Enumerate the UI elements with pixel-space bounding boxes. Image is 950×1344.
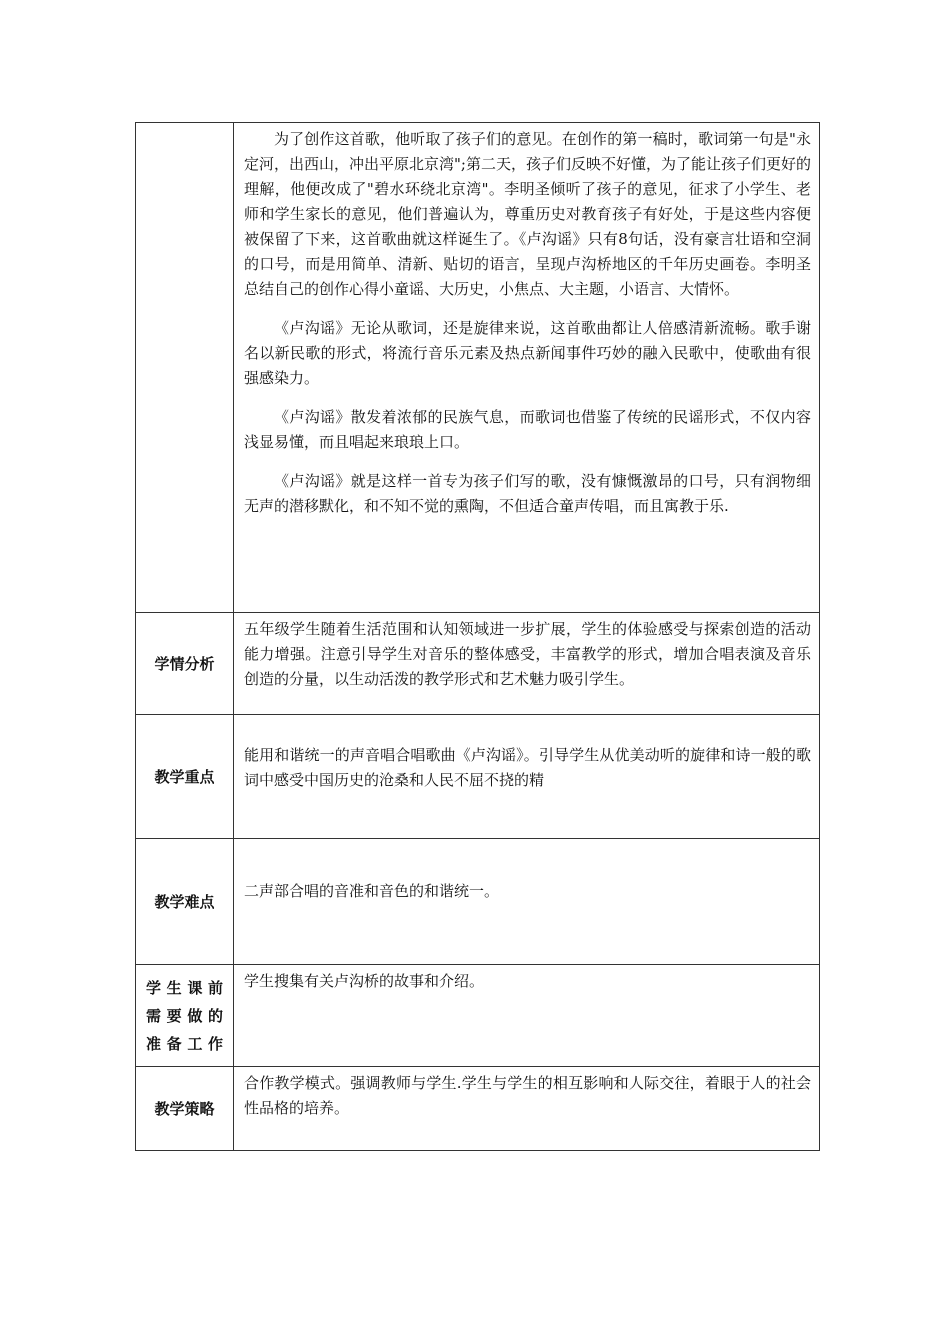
preparation-text: 学生搜集有关卢沟桥的故事和介绍。 <box>244 972 485 990</box>
analysis-label: 学情分析 <box>136 613 234 715</box>
difficulty-label: 教学难点 <box>136 839 234 965</box>
difficulty-row <box>136 839 820 965</box>
analysis-content-cell <box>234 613 820 715</box>
intro-label-cell <box>136 123 234 613</box>
preparation-row <box>136 965 820 1067</box>
preparation-content-cell <box>234 965 820 1067</box>
strategy-content-cell <box>234 1067 820 1151</box>
strategy-row <box>136 1067 820 1151</box>
key-points-row <box>136 715 820 839</box>
intro-paragraph: 《卢沟谣》无论从歌词，还是旋律来说，这首歌曲都让人倍感清新流畅。歌手谢名以新民歌的形式，将流行音乐元素及热点新闻事件巧妙的融入民歌中，使歌曲有很强感染力。 <box>244 319 811 387</box>
preparation-label-line: 学生课前 <box>146 978 223 997</box>
lesson-plan-table <box>135 122 820 1151</box>
strategy-label: 教学策略 <box>136 1067 234 1151</box>
intro-paragraph: 《卢沟谣》就是这样一首专为孩子们写的歌，没有慷慨激昂的口号，只有润物细无声的潜移默化，和不知不觉的熏陶，不但适合童声传唱，而且寓教于乐. <box>244 472 811 515</box>
preparation-label-line: 需要做的 <box>146 1006 223 1025</box>
key-points-content-cell <box>234 715 820 839</box>
analysis-text: 五年级学生随着生活范围和认知领域进一步扩展，学生的体验感受与探索创造的活动能力增强。注意引导学生对音乐的整体感受，丰富教学的形式，增加合唱表演及音乐创造的分量，以生动活泼的教学形式和艺术魅力吸引学生。 <box>244 620 811 688</box>
preparation-label-cell <box>136 965 234 1067</box>
key-points-label: 教学重点 <box>136 715 234 839</box>
intro-content-cell <box>234 123 820 613</box>
intro-paragraph: 为了创作这首歌，他听取了孩子们的意见。在创作的第一稿时，歌词第一句是"永定河，出西山，冲出平原北京湾";第二天，孩子们反映不好懂，为了能让孩子们更好的理解，他便改成了"碧水环绕北京湾"。李明圣倾听了孩子的意见，征求了小学生、老师和学生家长的意见，他们普遍认为，尊重历史对教育孩子有好处，于是这些内容便被保留了下来，这首歌曲就这样诞生了。《卢沟谣》只有8句话，没有豪言壮语和空洞的口号，而是用简单、清新、贴切的语言，呈现卢沟桥地区的千年历史画卷。李明圣总结自己的创作心得小童谣、大历史，小焦点、大主题，小语言、大情怀。 <box>244 130 811 298</box>
difficulty-content-cell <box>234 839 820 965</box>
analysis-row <box>136 613 820 715</box>
strategy-text: 合作教学模式。强调教师与学生.学生与学生的相互影响和人际交往，着眼于人的社会性品格的培养。 <box>244 1074 811 1117</box>
preparation-label-line: 准备工作 <box>146 1034 223 1053</box>
key-points-text: 能用和谐统一的声音唱合唱歌曲《卢沟谣》。引导学生从优美动听的旋律和诗一般的歌词中感受中国历史的沧桑和人民不屈不挠的精 <box>244 746 811 789</box>
intro-row <box>136 123 820 613</box>
intro-paragraph: 《卢沟谣》散发着浓郁的民族气息，而歌词也借鉴了传统的民谣形式，不仅内容浅显易懂，而且唱起来琅琅上口。 <box>244 408 811 451</box>
difficulty-text: 二声部合唱的音准和音色的和谐统一。 <box>244 882 500 900</box>
